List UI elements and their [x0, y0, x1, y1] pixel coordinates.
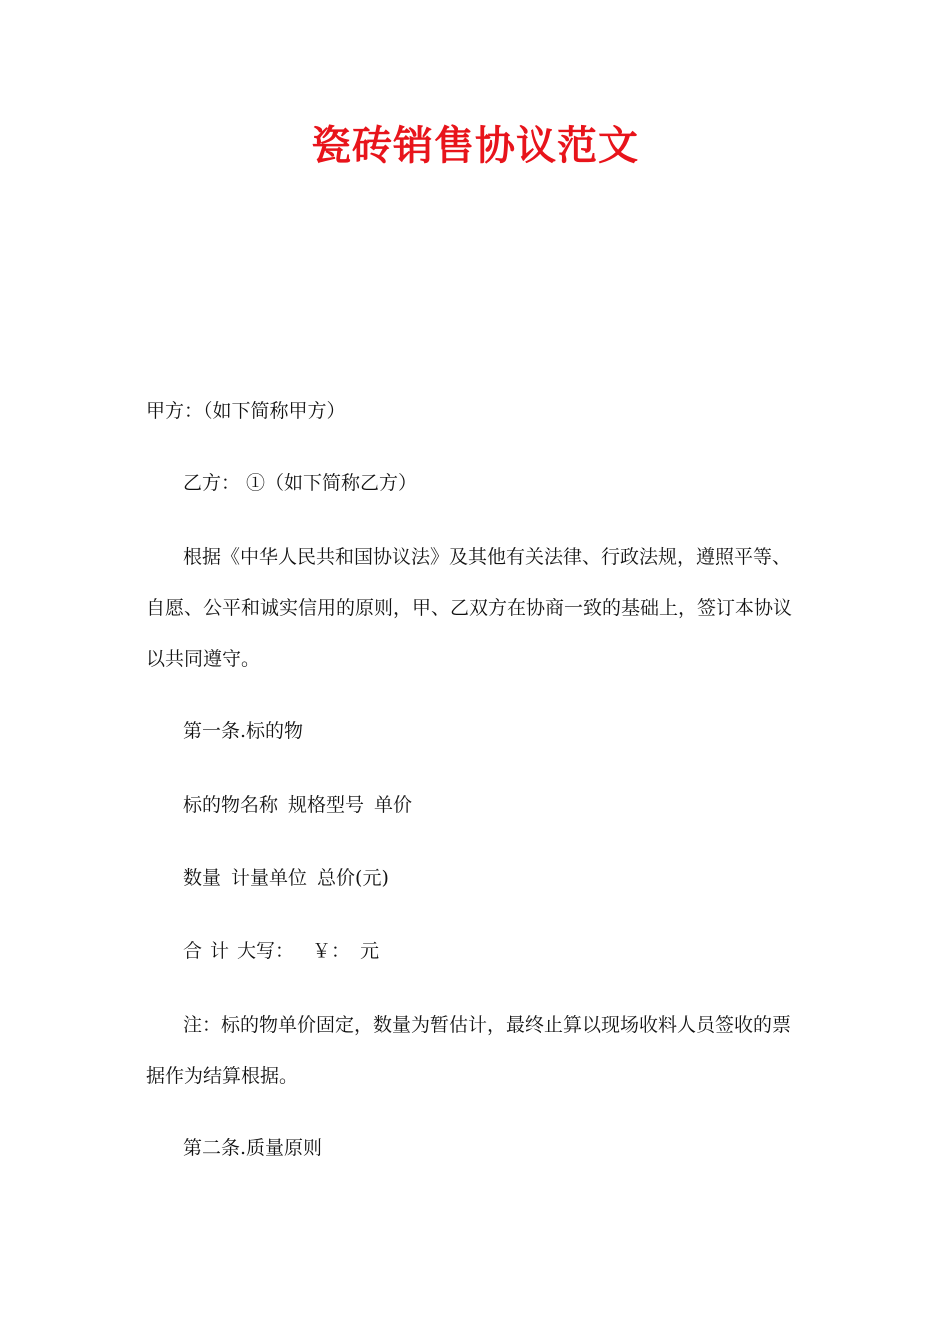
preamble-line-2: 自愿、公平和诚实信用的原则，甲、乙双方在协商一致的基础上，签订本协议: [146, 597, 793, 619]
total-label-2: 计: [210, 940, 230, 962]
preamble-line-3: 以共同遵守。: [146, 648, 261, 670]
cell-total-price: 总价(元): [317, 867, 389, 889]
subject-table-row-1: [183, 792, 412, 818]
total-row: [183, 938, 379, 964]
party-a-line: 甲方：（如下简称甲方）: [146, 400, 346, 422]
total-capital-label: 大写：: [237, 940, 295, 962]
total-yuan-symbol: ￥：: [312, 940, 351, 962]
cell-unit: 计量单位: [231, 867, 308, 889]
note-line-2: 据作为结算根据。: [146, 1065, 299, 1087]
article-1-heading: 第一条.标的物: [183, 720, 304, 742]
preamble-line-1: 根据《中华人民共和国协议法》及其他有关法律、行政法规，遵照平等、: [183, 546, 792, 568]
total-label-1: 合: [183, 940, 203, 962]
cell-quantity: 数量: [183, 867, 222, 889]
note-line-1: 注：标的物单价固定，数量为暂估计，最终止算以现场收料人员签收的票: [183, 1014, 792, 1036]
party-b-line: 乙方： ①（如下简称乙方）: [183, 472, 418, 494]
document-title: 瓷砖销售协议范文: [311, 123, 639, 169]
cell-unit-price: 单价: [374, 794, 413, 816]
cell-spec-model: 规格型号: [288, 794, 365, 816]
cell-item-name: 标的物名称: [183, 794, 279, 816]
total-yuan-unit: 元: [360, 940, 380, 962]
subject-table-row-2: [183, 865, 389, 891]
article-2-heading: 第二条.质量原则: [183, 1137, 323, 1159]
